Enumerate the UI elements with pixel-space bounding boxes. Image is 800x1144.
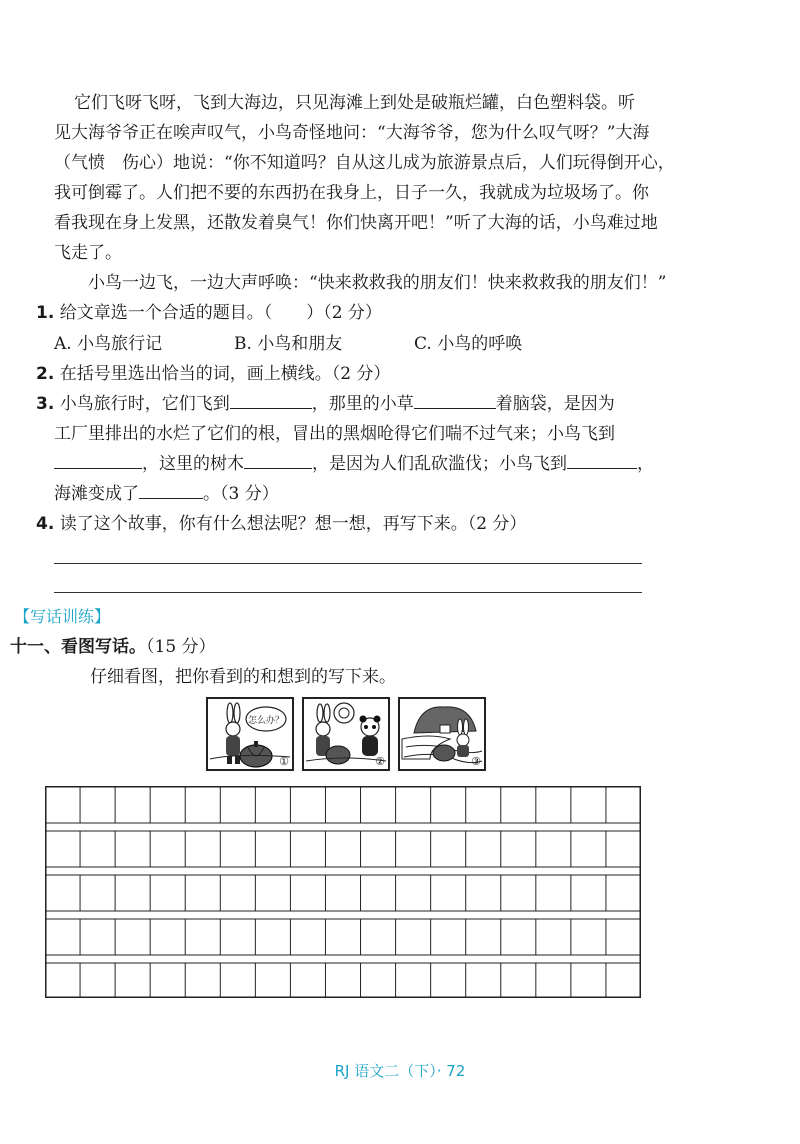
picture-2 (302, 697, 390, 771)
question-text: ，是因为人们乱砍滥伐；小鸟飞到 (312, 454, 567, 474)
question-text: 。（3 分） (203, 484, 279, 504)
answer-blank[interactable] (414, 390, 496, 409)
question-number: 2. (36, 364, 55, 384)
question-text: ，那里的小草 (311, 394, 414, 414)
question-11 (10, 632, 216, 662)
option-a[interactable]: A. 小鸟旅行记 (54, 334, 163, 354)
question-text: 给文章选一个合适的题目。（ ）（2 分） (59, 303, 382, 323)
question-number: 1. (36, 303, 55, 323)
question-text: ， (637, 454, 654, 474)
question-text: 海滩变成了 (54, 484, 139, 504)
section-tag: 【写话训练】 (14, 607, 111, 626)
option-b[interactable]: B. 小鸟和朋友 (234, 334, 343, 354)
answer-blank[interactable] (54, 450, 142, 469)
question-score: （15 分） (146, 637, 216, 657)
question-3-line-3 (54, 449, 654, 479)
writing-grid[interactable] (45, 786, 641, 998)
question-3 (36, 389, 615, 419)
passage-line: 我可倒霉了。人们把不要的东西扔在我身上，日子一久，我就成为垃圾场了。你 (54, 183, 649, 203)
question-1 (36, 298, 382, 328)
passage-line: 它们飞呀飞呀，飞到大海边，只见海滩上到处是破瓶烂罐，白色塑料袋。听 (74, 93, 635, 113)
question-number: 十一、 (10, 637, 61, 657)
passage-line: （气愤 伤心）地说：“你不知道吗？自从这儿成为旅游景点后，人们玩得倒开心， (54, 153, 675, 173)
instruction-text: 仔细看图，把你看到的和想到的写下来。 (90, 667, 396, 687)
passage-paragraph-2 (54, 268, 667, 298)
page-footer: RJ 语文二（下）· 72 (334, 1062, 466, 1080)
picture-label: ② (375, 755, 385, 768)
speech-bubble-text: 怎么办？ (247, 716, 285, 726)
passage-line: 小鸟一边飞，一边大声呼唤：“快来救救我的朋友们！快来救救我的朋友们！” (88, 273, 667, 293)
question-text: 读了这个故事，你有什么想法呢？想一想，再写下来。（2 分） (59, 514, 527, 534)
question-text: ，这里的树木 (142, 454, 244, 474)
question-3-line-4 (54, 479, 279, 509)
answer-blank[interactable] (139, 480, 203, 499)
passage-line: 飞走了。 (54, 243, 122, 263)
answer-blank[interactable] (230, 390, 312, 409)
passage-line: 看我现在身上发黑，还散发着臭气！你们快离开吧！”听了大海的话，小鸟难过地 (54, 213, 658, 233)
grid-border (46, 787, 641, 998)
question-text: 小鸟旅行时，它们飞到 (59, 394, 230, 414)
question-number: 3. (36, 394, 55, 414)
question-text: 在括号里选出恰当的词，画上横线。（2 分） (59, 364, 391, 384)
answer-line[interactable] (54, 563, 642, 564)
question-number: 4. (36, 514, 55, 534)
picture-label: ① (279, 755, 289, 768)
picture-label: ③ (471, 755, 481, 768)
question-3-line-2 (54, 419, 615, 449)
passage-paragraph-1 (54, 88, 675, 268)
picture-3 (398, 697, 486, 771)
picture-1 (206, 697, 294, 771)
question-1-options (54, 329, 522, 359)
question-title: 看图写话。 (61, 637, 146, 657)
option-c[interactable]: C. 小鸟的呼唤 (414, 334, 523, 354)
answer-line[interactable] (54, 592, 642, 593)
passage-line: 见大海爷爷正在唉声叹气，小鸟奇怪地问：“大海爷爷，您为什么叹气呀？”大海 (54, 123, 650, 143)
answer-blank[interactable] (244, 450, 312, 469)
question-2 (36, 359, 390, 389)
question-text: 着脑袋，是因为 (495, 394, 615, 414)
question-text: 工厂里排出的水烂了它们的根，冒出的黑烟呛得它们喘不过气来；小鸟飞到 (54, 424, 615, 444)
answer-blank[interactable] (567, 450, 637, 469)
question-4 (36, 509, 526, 539)
picture-sequence (206, 697, 490, 773)
